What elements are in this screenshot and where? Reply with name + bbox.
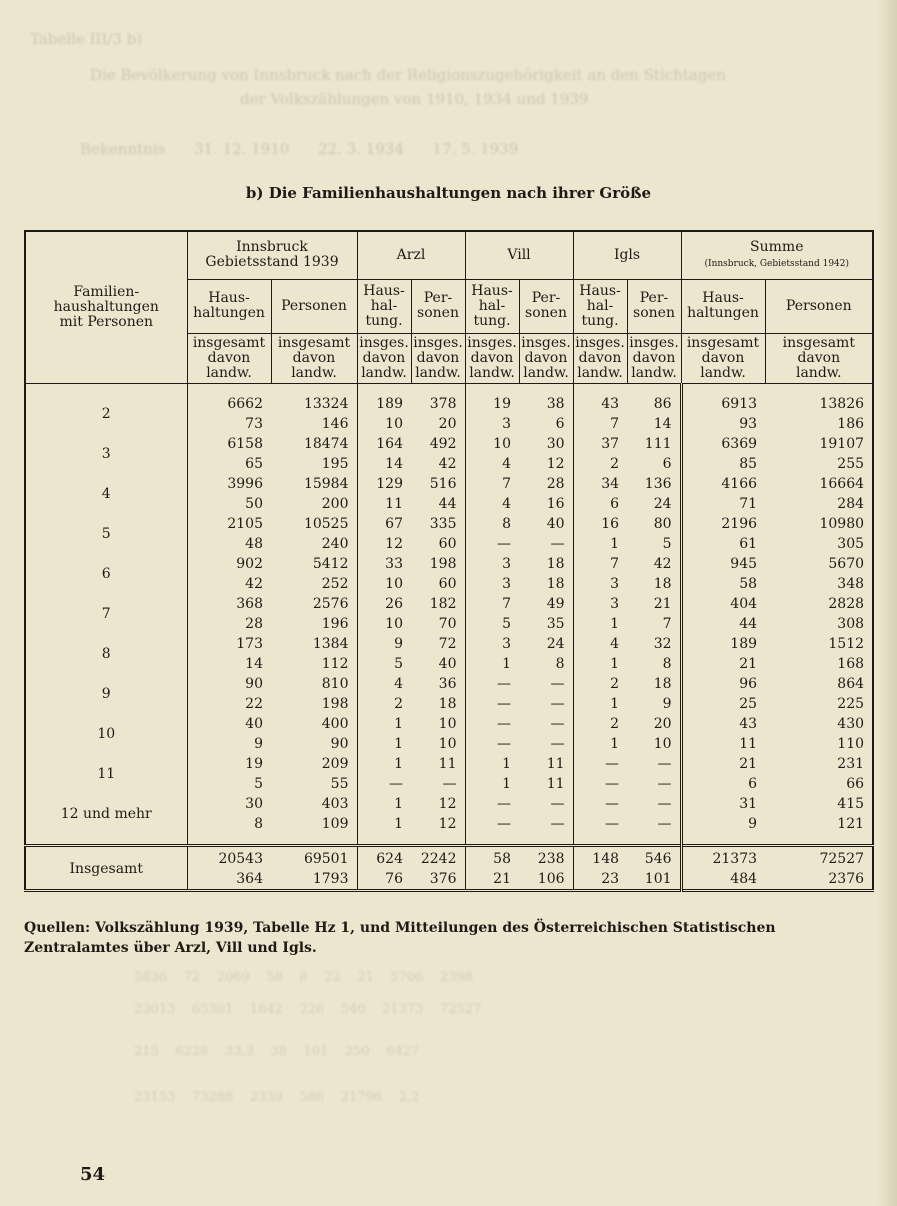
table-cell: — <box>497 535 511 552</box>
table-cell: 1 <box>502 775 511 792</box>
sub-header: Per- sonen <box>627 279 681 333</box>
sub-header: Per- sonen <box>519 279 573 333</box>
table-cell: 8 <box>627 654 681 674</box>
row-label: 10 <box>25 714 187 754</box>
table-cell: 182 <box>411 594 465 614</box>
table-row <box>25 554 873 574</box>
table-cell: 1 <box>610 655 620 672</box>
table-cell: 21 <box>627 594 681 614</box>
table-cell: 11 <box>385 495 403 512</box>
table-cell: 12 <box>519 454 573 474</box>
table-cell: 5 <box>254 775 263 792</box>
table-cell: 110 <box>837 735 865 752</box>
page-edge-shadow <box>877 0 897 1206</box>
table-cell: 25 <box>681 694 765 714</box>
table-cell: 1 <box>394 755 403 772</box>
table-cell: 71 <box>681 494 765 514</box>
table-cell: 2105 <box>227 515 263 532</box>
table-cell: 18474 <box>271 434 357 454</box>
sub-header: Haus- hal- tung. <box>573 279 627 333</box>
table-cell: — <box>519 534 573 554</box>
table-cell: 5 <box>627 534 681 554</box>
show-through-text: Tabelle III/3 b) Die Bevölkerung von Innsbruck nach der Religionszugehörigkeit an den Stichtagen der Volkszählungen von 1910, 1934 und 1939 Bekenntnis 31. 12. 1910 22. 3. 1934 17. 5. 1939 <box>30 30 726 158</box>
table-cell: 43 <box>681 714 765 734</box>
table-cell: — <box>627 774 681 794</box>
table-cell: 3 <box>502 575 511 592</box>
table-cell: 864 <box>837 675 865 692</box>
table-cell: 72 <box>411 634 465 654</box>
show-through-table: 5836 72 2069 58 8 22 21 5706 2398 23013 65301 1842 226 540 21373 72527 215 6228 33,3 38 101 250 6427 23153 73288 2339 586 21796 2,2 <box>134 970 482 1105</box>
row-label: 11 <box>25 754 187 794</box>
table-cell: 40 <box>411 654 465 674</box>
table-cell: 14 <box>627 414 681 434</box>
table-cell: 6 <box>519 414 573 434</box>
table-cell: 4 <box>394 675 403 692</box>
table-cell: 4 <box>502 455 511 472</box>
table-cell: 19 <box>245 755 263 772</box>
table-cell: — <box>519 694 573 714</box>
table-cell: 400 <box>271 714 357 734</box>
table-cell: 7 <box>627 614 681 634</box>
row-label: Insgesamt <box>25 845 187 890</box>
table-cell: 6 <box>681 774 765 794</box>
group-igls: Igls <box>573 231 681 279</box>
table-cell: 19107 <box>819 435 865 452</box>
table-cell: 404 <box>681 594 765 614</box>
sub-header: Personen <box>271 279 357 333</box>
table-cell: 2 <box>610 715 620 732</box>
table-cell: 15984 <box>271 474 357 494</box>
table-cell: 20 <box>411 414 465 434</box>
unit-header: insges. davon landw. <box>465 333 519 383</box>
table-row <box>25 754 873 774</box>
table-cell: 308 <box>837 615 865 632</box>
table-cell: 5412 <box>271 554 357 574</box>
table-cell: 43 <box>601 395 620 412</box>
table-cell: 546 <box>627 845 681 869</box>
table-cell: — <box>411 774 465 794</box>
table-cell: 624 <box>357 845 411 869</box>
table-cell: 2196 <box>681 514 765 534</box>
table-cell: 198 <box>271 694 357 714</box>
row-label: 4 <box>25 474 187 514</box>
table-cell: 86 <box>627 394 681 414</box>
table-cell: 348 <box>837 575 865 592</box>
table-cell: 90 <box>271 734 357 754</box>
table-cell: 12 <box>411 814 465 834</box>
group-vill: Vill <box>465 231 573 279</box>
table-row <box>25 634 873 654</box>
table-cell: 18 <box>519 554 573 574</box>
table-cell: 9 <box>394 635 403 652</box>
table-cell: 902 <box>236 555 263 572</box>
unit-header: insgesamt davon landw. <box>681 333 765 383</box>
table-cell: 3 <box>610 595 620 612</box>
table-cell: 3 <box>610 575 620 592</box>
table-cell: 19 <box>493 395 511 412</box>
table-cell: 189 <box>681 634 765 654</box>
table-cell: 5670 <box>828 555 865 572</box>
table-cell: 16664 <box>819 475 865 492</box>
row-label: 2 <box>25 394 187 434</box>
table-cell: 24 <box>519 634 573 654</box>
table-cell: 225 <box>837 695 865 712</box>
table-cell: 148 <box>573 845 627 869</box>
total-row <box>25 845 873 869</box>
table-cell: 72527 <box>765 845 873 869</box>
unit-header: insgesamt davon landw. <box>187 333 271 383</box>
table-cell: 1 <box>394 795 403 812</box>
table-cell: 1384 <box>271 634 357 654</box>
table-cell: 1793 <box>271 869 357 891</box>
table-cell: 21373 <box>681 845 765 869</box>
table-cell: 26 <box>385 595 403 612</box>
table-cell: — <box>627 754 681 774</box>
sub-header: Haus- hal- tung. <box>357 279 411 333</box>
table-cell: 70 <box>411 614 465 634</box>
row-label: 6 <box>25 554 187 594</box>
table-cell: 146 <box>271 414 357 434</box>
table-cell: 1 <box>394 715 403 732</box>
table-cell: — <box>497 715 511 732</box>
table-cell: 44 <box>681 614 765 634</box>
row-label: 8 <box>25 634 187 674</box>
table-cell: 516 <box>411 474 465 494</box>
table-cell: 109 <box>271 814 357 834</box>
table-row <box>25 434 873 454</box>
table-cell: — <box>605 795 620 812</box>
table-cell: 40 <box>519 514 573 534</box>
table-cell: 11 <box>681 734 765 754</box>
table-cell: 8 <box>254 815 263 832</box>
sub-header: Personen <box>765 279 873 333</box>
table-cell: 28 <box>519 474 573 494</box>
table-cell: 10 <box>385 415 403 432</box>
table-cell: 195 <box>271 454 357 474</box>
table-cell: 14 <box>245 655 263 672</box>
table-cell: 18 <box>519 574 573 594</box>
table-cell: — <box>519 794 573 814</box>
table-cell: 7 <box>502 595 511 612</box>
table-cell: 6913 <box>681 394 765 414</box>
table-cell: 50 <box>245 495 263 512</box>
table-cell: 136 <box>627 474 681 494</box>
table-cell: 21 <box>681 654 765 674</box>
sources-note: Quellen: Volkszählung 1939, Tabelle Hz 1, und Mitteilungen des Österreichischen Statistischen Zentralamtes über Arzl, Vill und Igls. <box>24 920 776 956</box>
table-cell: 4 <box>502 495 511 512</box>
table-cell: 240 <box>271 534 357 554</box>
table-cell: 198 <box>411 554 465 574</box>
table-cell: 65 <box>245 455 263 472</box>
table-cell: 121 <box>837 815 865 832</box>
table-cell: 16 <box>519 494 573 514</box>
table-cell: 9 <box>254 735 263 752</box>
table-cell: 6369 <box>681 434 765 454</box>
table-cell: 368 <box>236 595 263 612</box>
table-cell: 364 <box>236 870 263 887</box>
table-cell: 37 <box>601 435 620 452</box>
table-cell: 30 <box>519 434 573 454</box>
table-cell: 42 <box>411 454 465 474</box>
table-cell: 111 <box>627 434 681 454</box>
table-cell: — <box>497 675 511 692</box>
table-cell: 403 <box>271 794 357 814</box>
table-cell: 106 <box>519 869 573 891</box>
table-cell: 200 <box>271 494 357 514</box>
table-cell: 11 <box>519 754 573 774</box>
table-cell: — <box>605 755 620 772</box>
table-cell: 33 <box>385 555 403 572</box>
table-cell: 67 <box>385 515 403 532</box>
table-cell: 96 <box>681 674 765 694</box>
table-cell: 6 <box>627 454 681 474</box>
table-cell: 11 <box>519 774 573 794</box>
table-cell: — <box>497 695 511 712</box>
table-cell: 34 <box>601 475 620 492</box>
table-cell: 492 <box>411 434 465 454</box>
table-cell: 12 <box>411 794 465 814</box>
table-cell: 252 <box>271 574 357 594</box>
table-cell: — <box>627 814 681 834</box>
table-cell: 80 <box>627 514 681 534</box>
table-cell: — <box>519 814 573 834</box>
table-cell: 32 <box>627 634 681 654</box>
table-cell: 13324 <box>271 394 357 414</box>
table-cell: 10 <box>411 734 465 754</box>
table-cell: 69501 <box>271 845 357 869</box>
table-caption: b) Die Familienhaushaltungen nach ihrer Größe <box>245 184 652 202</box>
table-cell: — <box>497 795 511 812</box>
table-cell: 61 <box>681 534 765 554</box>
table-cell: 164 <box>376 435 403 452</box>
table-cell: 12 <box>385 535 403 552</box>
table-cell: 58 <box>465 845 519 869</box>
table-cell: 85 <box>681 454 765 474</box>
table-cell: 5 <box>502 615 511 632</box>
table-cell: 4 <box>610 635 620 652</box>
table-cell: 10 <box>627 734 681 754</box>
table-cell: 73 <box>245 415 263 432</box>
table-row <box>25 794 873 814</box>
table-cell: 60 <box>411 574 465 594</box>
table-cell: 3 <box>502 415 511 432</box>
unit-header: insges. davon landw. <box>573 333 627 383</box>
table-cell: 18 <box>411 694 465 714</box>
table-cell: 168 <box>837 655 865 672</box>
table-cell: 58 <box>681 574 765 594</box>
table-cell: 1 <box>610 535 620 552</box>
table-cell: 6662 <box>227 395 263 412</box>
table-cell: 14 <box>385 455 403 472</box>
table-cell: 23 <box>601 870 620 887</box>
table-cell: 16 <box>601 515 620 532</box>
table-cell: 2 <box>610 455 620 472</box>
sub-header: Haus- haltungen <box>681 279 765 333</box>
table-cell: 415 <box>837 795 865 812</box>
table-cell: 231 <box>837 755 865 772</box>
table-cell: 10 <box>411 714 465 734</box>
table-cell: 11 <box>411 754 465 774</box>
table-cell: 101 <box>627 869 681 891</box>
table-cell: — <box>519 734 573 754</box>
table-cell: 9 <box>627 694 681 714</box>
table-cell: 1 <box>394 815 403 832</box>
table-cell: 129 <box>376 475 403 492</box>
table-cell: 6158 <box>227 435 263 452</box>
table-cell: 3996 <box>227 475 263 492</box>
table-row <box>25 714 873 734</box>
table-row <box>25 394 873 414</box>
table-cell: 284 <box>837 495 865 512</box>
table-cell: 1 <box>610 695 620 712</box>
row-label: 7 <box>25 594 187 634</box>
table-cell: 22 <box>245 695 263 712</box>
table-cell: 9 <box>681 814 765 834</box>
table-cell: 255 <box>837 455 865 472</box>
table-cell: 10 <box>385 575 403 592</box>
table-cell: 810 <box>271 674 357 694</box>
table-cell: 31 <box>681 794 765 814</box>
row-label: 9 <box>25 674 187 714</box>
table-cell: 1 <box>610 615 620 632</box>
table-cell: 7 <box>610 555 620 572</box>
table-cell: 42 <box>245 575 263 592</box>
table-cell: — <box>627 794 681 814</box>
table-cell: 60 <box>411 534 465 554</box>
unit-header: insges. davon landw. <box>519 333 573 383</box>
table-cell: 20 <box>627 714 681 734</box>
table-cell: — <box>497 735 511 752</box>
table-cell: 484 <box>681 869 765 891</box>
table-cell: 5 <box>394 655 403 672</box>
table-cell: 7 <box>502 475 511 492</box>
unit-header: insgesamt davon landw. <box>765 333 873 383</box>
table-cell: 305 <box>837 535 865 552</box>
table-cell: 6 <box>610 495 620 512</box>
table-cell: 42 <box>627 554 681 574</box>
table-cell: 21 <box>681 754 765 774</box>
table-cell: — <box>519 674 573 694</box>
table-cell: 10 <box>493 435 511 452</box>
table-cell: — <box>605 775 620 792</box>
table-cell: 35 <box>519 614 573 634</box>
table-cell: 44 <box>411 494 465 514</box>
table-row <box>25 474 873 494</box>
table-cell: 2242 <box>411 845 465 869</box>
row-label: 3 <box>25 434 187 474</box>
page-number: 54 <box>80 1164 106 1185</box>
sub-header: Per- sonen <box>411 279 465 333</box>
household-size-table <box>24 230 874 892</box>
table-cell: 10 <box>385 615 403 632</box>
table-cell: — <box>497 815 511 832</box>
group-innsbruck: Innsbruck Gebietsstand 1939 <box>187 231 357 279</box>
table-cell: 8 <box>502 515 511 532</box>
table-cell: 1512 <box>828 635 865 652</box>
table-cell: 1 <box>394 735 403 752</box>
table-cell: 40 <box>245 715 263 732</box>
table-cell: 430 <box>837 715 865 732</box>
sub-header: Haus- haltungen <box>187 279 271 333</box>
unit-header: insges. davon landw. <box>357 333 411 383</box>
table-cell: 2 <box>610 675 620 692</box>
table-cell: 189 <box>376 395 403 412</box>
unit-header: insges. davon landw. <box>627 333 681 383</box>
table-cell: 24 <box>627 494 681 514</box>
table-cell: 21 <box>493 870 511 887</box>
row-label: 12 und mehr <box>25 794 187 834</box>
group-summe: Summe (Innsbruck, Gebietsstand 1942) <box>681 231 873 279</box>
table-cell: 18 <box>627 574 681 594</box>
table-cell: 28 <box>245 615 263 632</box>
table-cell: 1 <box>502 655 511 672</box>
sub-header: Haus- hal- tung. <box>465 279 519 333</box>
table-row <box>25 514 873 534</box>
table-cell: 4166 <box>681 474 765 494</box>
table-cell: 945 <box>681 554 765 574</box>
table-cell: 13826 <box>819 395 865 412</box>
table-cell: 378 <box>411 394 465 414</box>
table-cell: 112 <box>271 654 357 674</box>
table-cell: 18 <box>627 674 681 694</box>
table-cell: 48 <box>245 535 263 552</box>
table-cell: 76 <box>385 870 403 887</box>
table-cell: 90 <box>245 675 263 692</box>
table-cell: 2376 <box>828 870 865 887</box>
table-cell: 3 <box>502 635 511 652</box>
table-cell: 3 <box>502 555 511 572</box>
table-cell: 49 <box>519 594 573 614</box>
table-cell: 335 <box>411 514 465 534</box>
table-cell: 30 <box>245 795 263 812</box>
row-header: Familien- haushaltungen mit Personen <box>25 231 187 383</box>
table-cell: — <box>519 714 573 734</box>
row-label: 5 <box>25 514 187 554</box>
table-cell: 1 <box>610 735 620 752</box>
table-cell: 55 <box>271 774 357 794</box>
group-arzl: Arzl <box>357 231 465 279</box>
table-row <box>25 594 873 614</box>
table-cell: 8 <box>519 654 573 674</box>
table-cell: 2576 <box>271 594 357 614</box>
table-cell: — <box>605 815 620 832</box>
table-cell: 186 <box>837 415 865 432</box>
table-cell: 376 <box>411 869 465 891</box>
table-cell: 2 <box>394 695 403 712</box>
table-cell: 10980 <box>819 515 865 532</box>
unit-header: insges. davon landw. <box>411 333 465 383</box>
table-cell: 196 <box>271 614 357 634</box>
table-cell: 7 <box>610 415 620 432</box>
table-cell: 173 <box>236 635 263 652</box>
table-cell: — <box>389 775 403 792</box>
table-cell: 20543 <box>187 845 271 869</box>
table-cell: 209 <box>271 754 357 774</box>
unit-header: insgesamt davon landw. <box>271 333 357 383</box>
table-cell: 66 <box>846 775 865 792</box>
table-cell: 238 <box>519 845 573 869</box>
table-cell: 1 <box>502 755 511 772</box>
table-cell: 36 <box>411 674 465 694</box>
table-cell: 2828 <box>828 595 865 612</box>
table-row <box>25 674 873 694</box>
table-cell: 93 <box>681 414 765 434</box>
table-cell: 38 <box>519 394 573 414</box>
table-cell: 10525 <box>271 514 357 534</box>
